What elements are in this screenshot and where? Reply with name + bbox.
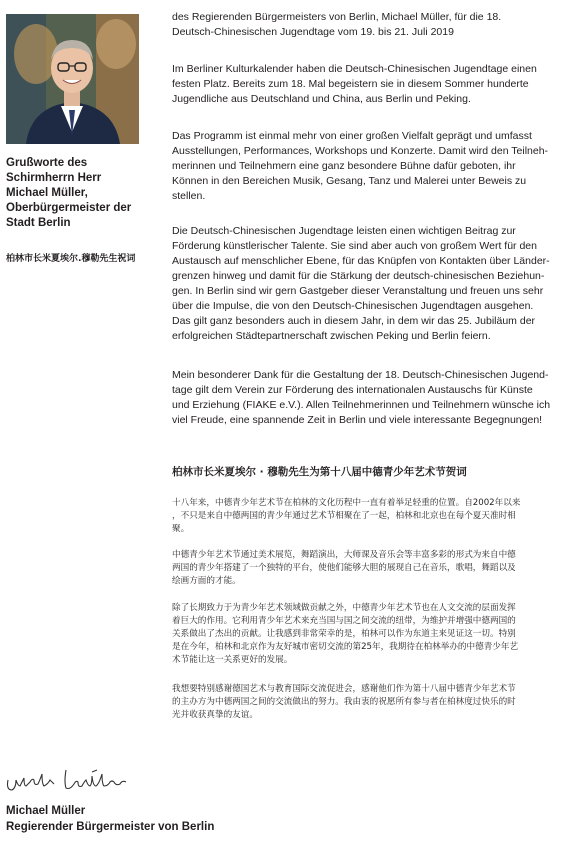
left-heading-line: Grußworte des <box>6 157 88 169</box>
text-line: Das gilt ganz besonders auch in diesem Jahr, in dem wir das 25. Jubiläum der <box>172 315 536 327</box>
text-line: 聚。 <box>172 524 190 534</box>
text-line: Die Deutsch-Chinesischen Jugendtage leisten einen wichtigen Beitrag zur <box>172 225 516 237</box>
signature-block <box>6 803 214 835</box>
signature-name: Michael Müller <box>6 805 86 817</box>
text-line: Ausstellungen, Performances, Workshops und Konzerte. Damit wird den Teilneh- <box>172 145 549 157</box>
text-line: Im Berliner Kulturkalender haben die Deutsch-Chinesischen Jugendtage einen <box>172 63 537 75</box>
german-paragraph <box>172 62 572 107</box>
text-line: 绘画方面的才能。 <box>172 576 241 586</box>
text-line: tage gilt dem Verein zur Förderung des internationalen Austauschs für Künste <box>172 384 533 396</box>
text-line: 中德青少年艺术节通过美术展览，舞蹈演出，大师课及音乐会等丰富多彩的形式为来自中德 <box>172 550 516 560</box>
left-heading <box>6 156 156 231</box>
left-subheading-chinese: 柏林市长米夏埃尔.穆勒先生祝词 <box>6 254 136 264</box>
signature-title: Regierender Bürgermeister von Berlin <box>6 821 215 833</box>
text-line: 是在今年，柏林和北京作为友好城市密切交流的第25年，我期待在柏林举办的中德青少年艺 <box>172 642 519 652</box>
handwritten-signature <box>4 760 144 798</box>
text-line: merinnen und Teilnehmern eine ganz besondere Bühne dafür geboten, ihr <box>172 160 516 172</box>
text-line: Mein besonderer Dank für die Gestaltung der 18. Deutsch-Chinesischen Jugend- <box>172 369 549 381</box>
text-line: viel Freude, eine spannende Zeit in Berlin und viele interessante Begegnungen! <box>172 414 543 426</box>
text-line: grenzen hinweg und damit für die Stärkung der deutsch-chinesischen Beziehun- <box>172 270 545 282</box>
text-line: 着巨大的作用。它利用青少年艺术来充当国与国之间交流的纽带，为维护并增强中德两国的 <box>172 616 516 626</box>
text-line: Können in den Bereichen Musik, Gesang, Tanz und Malerei unter Beweis zu <box>172 175 527 187</box>
chinese-paragraph <box>172 549 574 588</box>
chinese-paragraph <box>172 683 574 722</box>
text-line: 关系做出了杰出的贡献。让我感到非常荣幸的是，柏林可以作为东道主来见证这一切。特别 <box>172 629 516 639</box>
text-line: erfolgreichen Städtepartnerschaft zwischen Peking und Berlin feiern. <box>172 330 491 342</box>
chinese-paragraph <box>172 497 574 536</box>
text-line: 的主办方为中德两国之间的交流做出的努力。我由衷的祝愿所有参与者在柏林度过快乐的时 <box>172 697 516 707</box>
german-paragraph <box>172 224 572 344</box>
text-line: 两国的青少年搭建了一个独特的平台，使他们能够大胆的展现自己在音乐，歌唱，舞蹈以及 <box>172 563 516 573</box>
german-paragraph <box>172 368 572 428</box>
text-line: und Erziehung (FIAKE e.V.). Allen Teilnehmerinnen und Teilnehmern wünsche ich <box>172 399 551 411</box>
text-line: Jugendliche aus Deutschland und China, aus Berlin und Peking. <box>172 93 471 105</box>
portrait-photo <box>6 14 139 144</box>
text-line: Austausch auf menschlicher Ebene, für das Knüpfen von Kontakten über Länder- <box>172 255 550 267</box>
text-line: 十八年来，中德青少年艺术节在柏林的文化历程中一直有着举足轻重的位置。自2002年以来 <box>172 498 521 508</box>
left-heading-line: Stadt Berlin <box>6 217 71 229</box>
text-line: ，不只是来自中德两国的青少年通过艺术节相聚在了一起，柏林和北京也在每个夏天准时相 <box>172 511 516 521</box>
german-paragraph <box>172 10 572 40</box>
chinese-title: 柏林市长米夏埃尔 · 穆勒先生为第十八届中德青少年艺术节贺词 <box>172 466 467 478</box>
text-line: 光并收获真挚的友谊。 <box>172 710 258 720</box>
text-line: Förderung künstlerischer Talente. Sie sind aber auch von großem Wert für den <box>172 240 537 252</box>
text-line: 除了长期致力于为青少年艺术领域做贡献之外，中德青少年艺术节也在人文交流的层面发挥 <box>172 603 516 613</box>
text-line: festen Platz. Bereits zum 18. Mal begeistern sie in diesem Sommer hunderte <box>172 78 529 90</box>
left-heading-line: Michael Müller, <box>6 187 88 199</box>
text-line: über die Impulse, die von den Deutsch-Chinesischen Jugendtagen ausgehen. <box>172 300 534 312</box>
chinese-paragraph <box>172 602 574 667</box>
text-line: Deutsch-Chinesischen Jugendtage vom 19. bis 21. Juli 2019 <box>172 26 454 38</box>
text-line: stellen. <box>172 190 206 202</box>
text-line: Das Programm ist einmal mehr von einer großen Vielfalt geprägt und umfasst <box>172 130 532 142</box>
text-line: 术节能让这一关系更好的发展。 <box>172 655 293 665</box>
text-line: des Regierenden Bürgermeisters von Berlin, Michael Müller, für die 18. <box>172 11 502 23</box>
left-heading-line: Schirmherrn Herr <box>6 172 102 184</box>
text-line: 我想要特别感谢德国艺术与教育国际交流促进会，感谢他们作为第十八届中德青少年艺术节 <box>172 684 516 694</box>
left-heading-line: Oberbürgermeister der <box>6 202 132 214</box>
german-paragraph <box>172 129 572 204</box>
text-line: gen. In Berlin sind wir gern Gastgeber dieser Veranstaltung und freuen uns sehr <box>172 285 544 297</box>
